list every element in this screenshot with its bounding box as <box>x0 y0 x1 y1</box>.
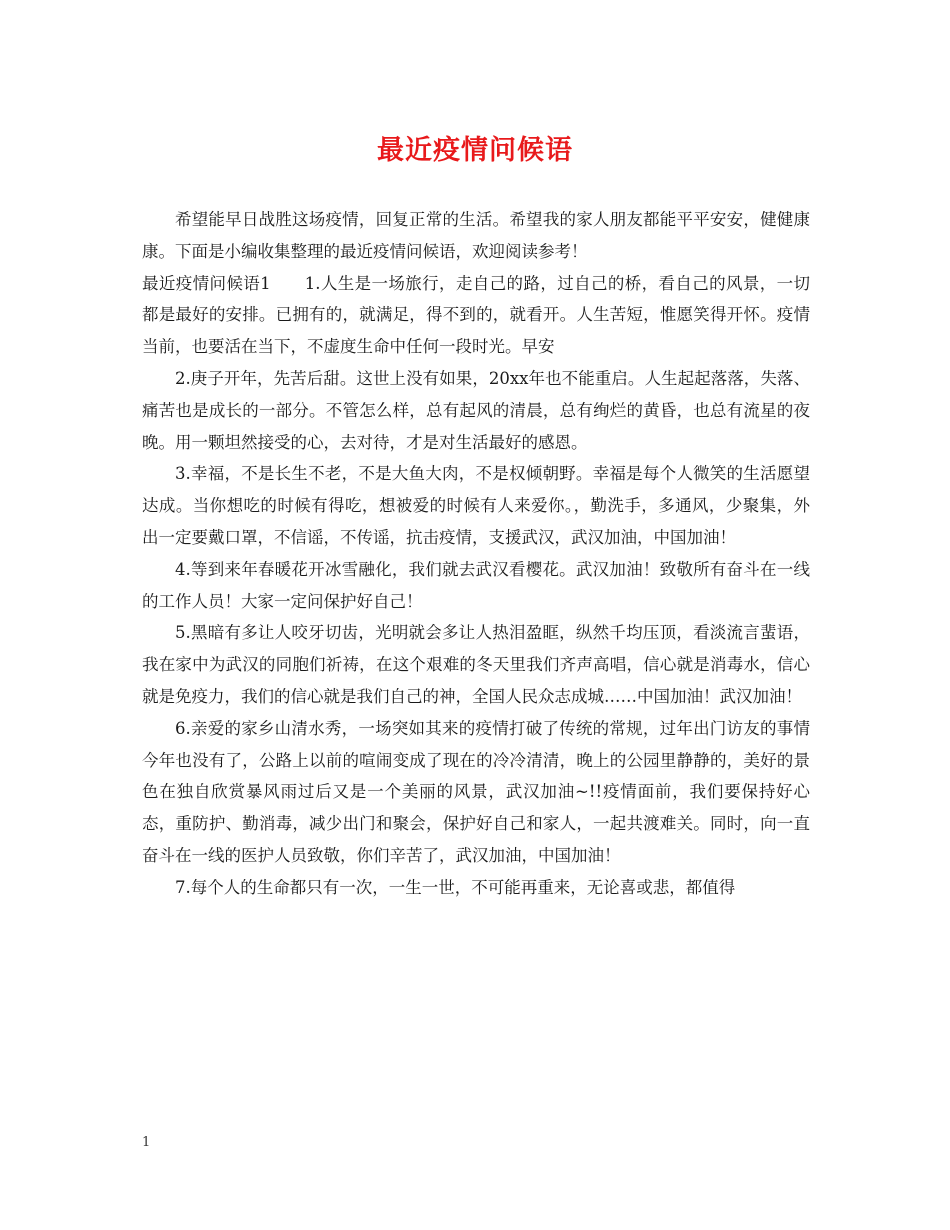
greeting-item-6: 6.亲爱的家乡山清水秀，一场突如其来的疫情打破了传统的常规，过年出门访友的事情今年也没有了，公路上以前的喧闹变成了现在的冷冷清清，晚上的公园里静静的，美好的景色在独自欣赏暴风雨过后又是一个美丽的风景，武汉加油~!!疫情面前，我们要保持好心态，重防护、勤消毒，减少出门和聚会，保护好自己和家人，一起共渡难关。同时，向一直奋斗在一线的医护人员致敬，你们辛苦了，武汉加油，中国加油！ <box>142 718 810 865</box>
greeting-item-1: 最近疫情问候语1 1.人生是一场旅行，走自己的路，过自己的桥，看自己的风景，一切都是最好的安排。已拥有的，就满足，得不到的，就看开。人生苦短，惟愿笑得开怀。疫情当前，也要活在当下，不虚度生命中任何一段时光。早安 <box>142 273 810 357</box>
intro-paragraph: 希望能早日战胜这场疫情，回复正常的生活。希望我的家人朋友都能平平安安，健健康康。下面是小编收集整理的最近疫情问候语，欢迎阅读参考！ <box>142 210 810 261</box>
greeting-item-7: 7.每个人的生命都只有一次，一生一世，不可能再重来，无论喜或悲，都值得 <box>175 877 736 897</box>
greeting-item-2: 2.庚子开年，先苦后甜。这世上没有如果，20xx年也不能重启。人生起起落落，失落、痛苦也是成长的一部分。不管怎么样，总有起风的清晨，总有绚烂的黄昏，也总有流星的夜晚。用一颗坦然接受的心，去对待，才是对生活最好的感恩。 <box>142 368 810 452</box>
greeting-item-3: 3.幸福，不是长生不老，不是大鱼大肉，不是权倾朝野。幸福是每个人微笑的生活愿望达成。当你想吃的时候有得吃，想被爱的时候有人来爱你。，勤洗手，多通风，少聚集，外出一定要戴口罩，不信谣，不传谣，抗击疫情，支援武汉，武汉加油，中国加油！ <box>142 464 810 547</box>
document-title: 最近疫情问候语 <box>377 135 573 166</box>
page-number: 1 <box>142 1135 151 1150</box>
greeting-item-5: 5.黑暗有多让人咬牙切齿，光明就会多让人热泪盈眶，纵然千均压顶，看淡流言蜚语，我在家中为武汉的同胞们祈祷，在这个艰难的冬天里我们齐声高唱，信心就是消毒水，信心就是免疫力，我们的信心就是我们自己的神，全国人民众志成城……中国加油！武汉加油！ <box>142 623 810 706</box>
document-body <box>142 204 810 904</box>
greeting-item-4: 4.等到来年春暖花开冰雪融化，我们就去武汉看樱花。武汉加油！致敬所有奋斗在一线的工作人员！大家一定问保护好自己！ <box>142 559 810 611</box>
